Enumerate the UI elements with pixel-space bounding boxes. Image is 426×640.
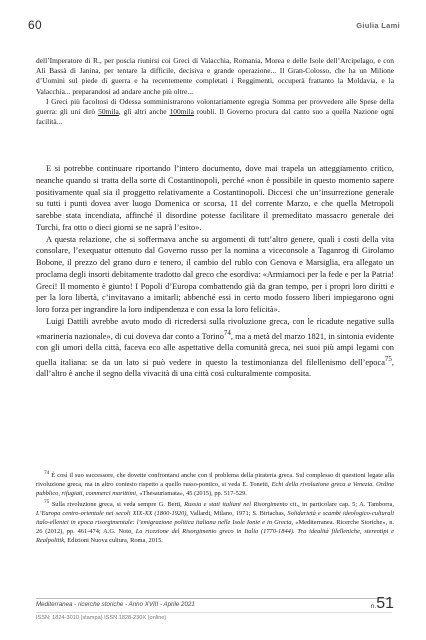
quote-paragraph-1: dell’Imperatore di R., per poscia riunirsi coi Greci di Valacchia, Romania, Morea e delle Isole dell’Arcipelago, e con Alì Bassà di Janina, per tentare la difficile, decisiva e grande operazione... Il Gran-Colosso, che ha un Milione d’Uomini sul piede di guerra e ha recentemente completati i Reggimenti, occuperà frattanto la Moldavia, e la Valacchia... preparandosi ad andare anche più oltre...: [36, 56, 394, 96]
footnotes: [36, 469, 394, 545]
body-paragraph-2: A questa relazione, che si soffermava anche su argomenti di tutt’altro genere, quali i costi della vita consolare, l’exequatur ottenuto dal Governo russo per la nomina a viceconsole a Taganrog di Girolamo Bobone, il prezzo del grano duro e tenero, il cambio del rublo con Genova e Marsiglia, era allegato un proclama degli insorti debitamente tradotto dal greco che esordiva: «Armiamoci per la fede e per la Patria! Greci! Il momento è giunto! I Popoli d’Europa combattendo già da gran tempo, per i propri loro diritti e per la loro libertà, c’invitavano a imitarli; abbenché essi in certo modo fossero liberi impiegarono ogni loro forza per ingrandire la loro indipendenza e con essa la loro felicità».: [36, 234, 394, 314]
page-number: 60: [28, 18, 42, 32]
quote-text: roubli. Il Governo procura dal canto suo a quella Nazione ogni facilità...: [36, 107, 394, 127]
footnote-text: , «Mediterranea. Ricerche Storiche», n. 26 (2012), pp. 461-474; A.G. Noto,: [36, 519, 394, 535]
body-text-run: , dall’altro è anche il segno della vivacità di una città così culturalmente composita.: [36, 357, 394, 379]
quote-text: , gli altri anche: [118, 107, 170, 117]
body-text-run: Luigi Dattili avrebbe avuto modo di ricredersi sulla rivoluzione greca, con le ricadute negative sulla «marineria nazionale», di cui doveva dar conto a Torino: [36, 316, 394, 341]
quote-text: I Greci più facoltosi di Odessa somministrarono volontariamente egregia Somma per provvedere alle Spese della guerra: gli uni dirò: [36, 96, 394, 117]
issue-number-value: 51: [376, 595, 394, 612]
block-quote: [36, 56, 394, 127]
body-text: [36, 163, 394, 380]
footnote-text: È così il suo successore, che dovette confrontarsi anche con il problema della pirateria greca. Sul complesso di questioni legate alla rivoluzione greca, ma in altro contesto rispetto a quello russo-pontico, si veda E. Tonetti,: [36, 472, 394, 488]
quote-underlined-amount: 50mila: [98, 107, 119, 117]
footnote-title: Russia e stati italiani nel Risorgimento: [184, 501, 288, 509]
footnote-text: , «Thesaurismata», 45 (2015), pp. 517-529.: [136, 489, 247, 497]
footnote-title: Echi della rivoluzione greca a Venezia. Ordine pubblico, rifugiati, commerci marittimi: [36, 480, 395, 497]
footnote-75: [36, 498, 394, 545]
footnote-number: 74: [44, 470, 50, 476]
footnote-text: Sulla rivoluzione greca, si veda sempre G. Berti,: [49, 501, 185, 509]
quote-paragraph-2: [36, 97, 394, 128]
footnote-ref-75[interactable]: 75: [384, 354, 392, 363]
footnote-ref-74[interactable]: 74: [223, 328, 231, 337]
footer-divider: [36, 612, 392, 613]
footnote-title: La ricezione del Risorgimento greco in Italia (1770-1844). Tra idealità filelleniche, stereotipi e Realpolitik: [36, 527, 394, 544]
footnote-74: [36, 469, 394, 498]
footnote-text: , Edizioni Nuova cultura, Roma, 2015.: [64, 536, 163, 544]
journal-citation: Mediterranea - ricerche storiche - Anno XVIII - Aprile 2021: [36, 601, 195, 608]
footnote-title: Solidarietà e scambi ideologico-culturali italo-ellenici in epoca risorgimentale: l’emigrazione politica italiana nelle Isole Ionie e in Grecia: [36, 510, 394, 526]
issue-number-prefix: n.: [370, 603, 377, 610]
issue-number: [371, 595, 394, 613]
footer-divider: [36, 598, 392, 599]
footnote-title: L’Europa centro-orientale nei secoli XIX-XX (1800-1920): [36, 510, 187, 518]
footnote-number: 75: [44, 499, 50, 506]
running-header: [28, 14, 400, 36]
quote-underlined-amount: 100mila: [169, 107, 194, 117]
footnote-text: cit., in particolare cap. 5; A. Tamborra,: [287, 501, 394, 509]
body-text-run: , ma a metà del marzo 1821, in sintonia evidente con gli umori della città, faceva eco alle aspettative della comunità greca, nei suoi più ampi legami con quella italiana: se da un lato si può vedere in questo la testimonianza del filellenismo dell’epoca: [36, 331, 394, 367]
body-paragraph-1: E si potrebbe continuare riportando l’intero documento, dove mai trapela un atteggiamento critico, neanche quando si tratta della sorte di Costantinopoli, perché «non è possibile in questo momento sapere positivamente qual sia il proggetto relativamente a Costantinopoli. Diccesi che un’insurrezione generale su tutti i punti dovea aver luogo Domenica or scorsa, 11 del corrente Marzo, e che quella Metropoli sarebbe stata incendiata, affinché il disordine potesse facilitare il premeditato massacro generale dei Turchi, fra otto o dieci giorni se ne saprà l’esito».: [36, 164, 394, 232]
body-paragraph-3: [36, 316, 394, 380]
running-author: Giulia Lami: [356, 20, 400, 30]
issn-line: ISSN: 1824-3010 (stampa) ISSN 1828-230X (online): [36, 615, 167, 621]
footnote-text: , Vallardi, Milano, 1971; S. Birtachas,: [186, 510, 288, 518]
